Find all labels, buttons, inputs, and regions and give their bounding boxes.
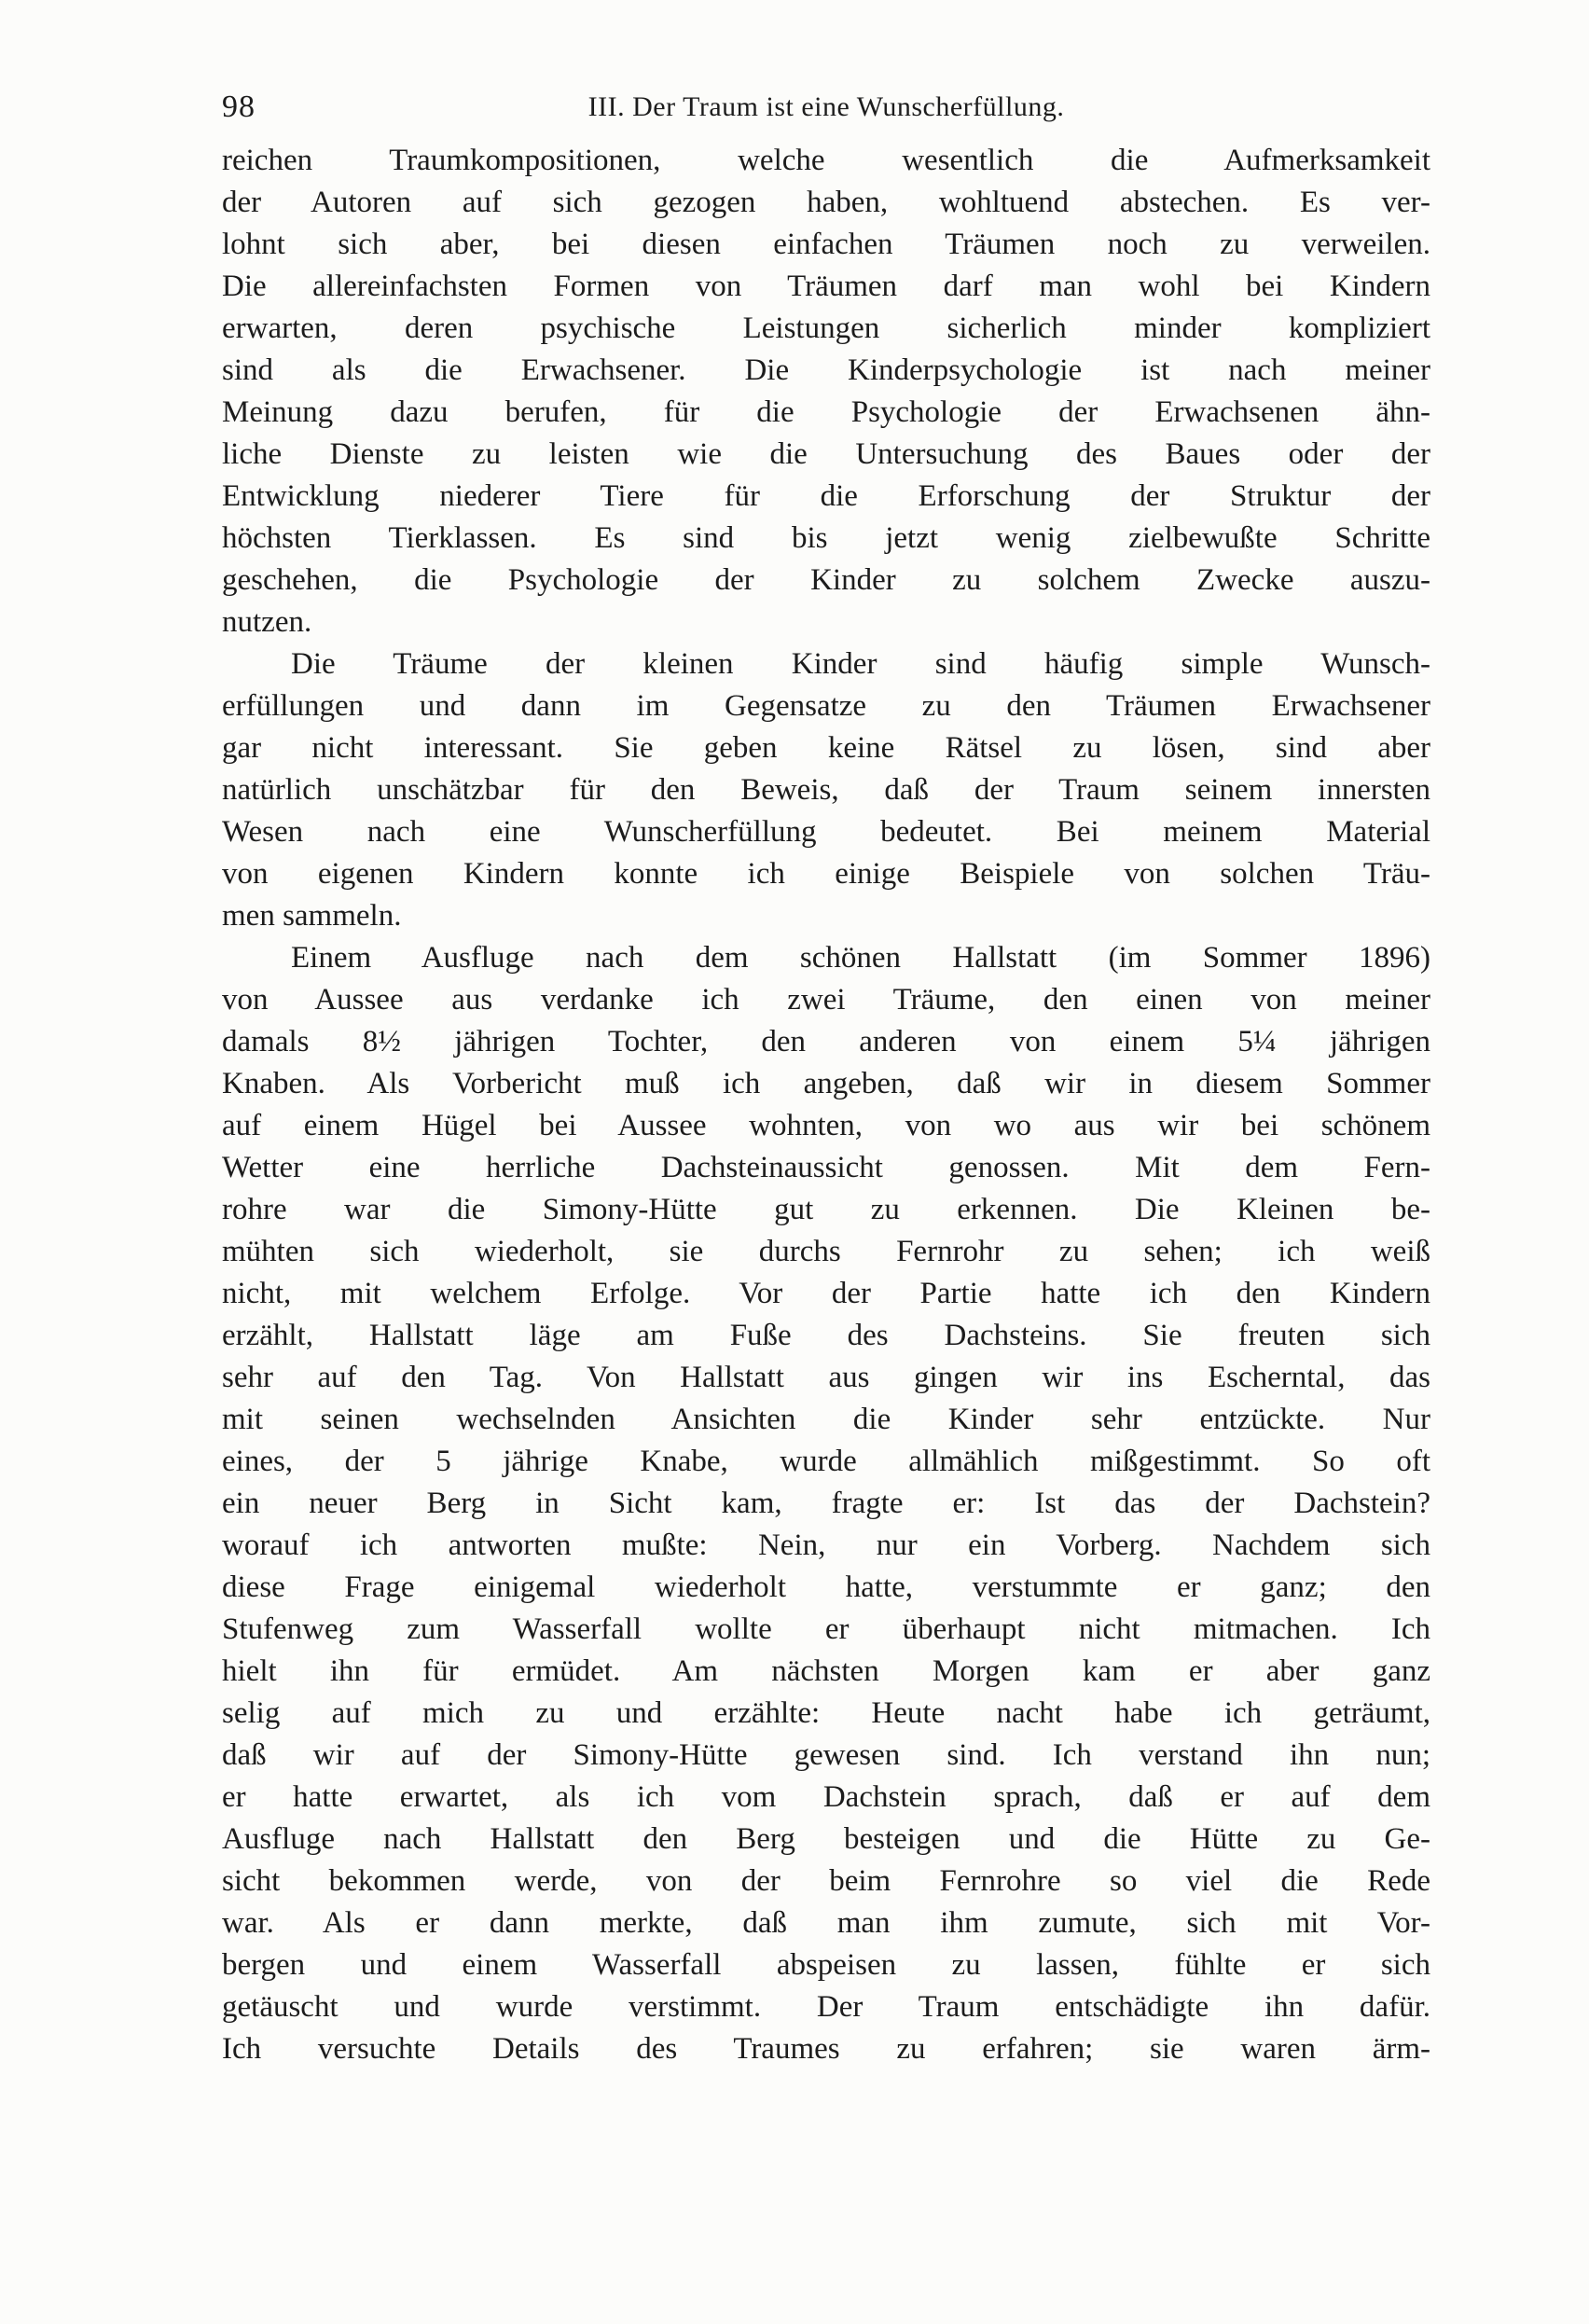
text-line: von eigenen Kindern konnte ich einige Beispiele von solchen Träu- bbox=[222, 857, 1430, 891]
text-line: lohnt sich aber, bei diesen einfachen Träumen noch zu verweilen. bbox=[222, 228, 1430, 261]
text-line: Die Träume der kleinen Kinder sind häufig simple Wunsch- bbox=[291, 647, 1430, 681]
text-line: Knaben. Als Vorbericht muß ich angeben, daß wir in diesem Sommer bbox=[222, 1067, 1430, 1100]
text-line: liche Dienste zu leisten wie die Untersuchung des Baues oder der bbox=[222, 437, 1430, 471]
paragraph bbox=[222, 643, 1430, 937]
text-line: auf einem Hügel bei Aussee wohnten, von wo aus wir bei schönem bbox=[222, 1109, 1430, 1142]
text-line: Wetter eine herrliche Dachsteinaussicht genossen. Mit dem Fern- bbox=[222, 1151, 1430, 1184]
text-line: bergen und einem Wasserfall abspeisen zu lassen, fühlte er sich bbox=[222, 1948, 1430, 1982]
paragraph bbox=[222, 937, 1430, 2070]
text-line: Entwicklung niederer Tiere für die Erforschung der Struktur der bbox=[222, 479, 1430, 513]
text-line: sind als die Erwachsener. Die Kinderpsychologie ist nach meiner bbox=[222, 353, 1430, 387]
text-line: sicht bekommen werde, von der beim Fernrohre so viel die Rede bbox=[222, 1864, 1430, 1898]
paragraph bbox=[222, 140, 1430, 643]
running-header: III. Der Traum ist eine Wunscherfüllung. bbox=[587, 91, 1065, 122]
text-line: hielt ihn für ermüdet. Am nächsten Morgen kam er aber ganz bbox=[222, 1654, 1430, 1688]
text-line: er hatte erwartet, als ich vom Dachstein sprach, daß er auf dem bbox=[222, 1780, 1430, 1814]
page-body bbox=[222, 140, 1430, 2070]
text-line: war. Als er dann merkte, daß man ihm zumute, sich mit Vor- bbox=[222, 1906, 1430, 1940]
text-line: erfüllungen und dann im Gegensatze zu den Träumen Erwachsener bbox=[222, 689, 1430, 723]
text-line: daß wir auf der Simony-Hütte gewesen sind. Ich verstand ihn nun; bbox=[222, 1738, 1430, 1772]
text-line: getäuscht und wurde verstimmt. Der Traum entschädigte ihn dafür. bbox=[222, 1990, 1430, 2024]
text-line: eines, der 5 jährige Knabe, wurde allmählich mißgestimmt. So oft bbox=[222, 1445, 1430, 1478]
text-line: höchsten Tierklassen. Es sind bis jetzt wenig zielbewußte Schritte bbox=[222, 521, 1430, 555]
text-line: Wesen nach eine Wunscherfüllung bedeutet. Bei meinem Material bbox=[222, 815, 1430, 849]
text-line: gar nicht interessant. Sie geben keine Rätsel zu lösen, sind aber bbox=[222, 731, 1430, 765]
text-line: selig auf mich zu und erzählte: Heute nacht habe ich geträumt, bbox=[222, 1696, 1430, 1730]
text-line: erwarten, deren psychische Leistungen sicherlich minder kompliziert bbox=[222, 311, 1430, 345]
text-line: mühten sich wiederholt, sie durchs Fernrohr zu sehen; ich weiß bbox=[222, 1235, 1430, 1268]
text-line: Einem Ausfluge nach dem schönen Hallstatt (im Sommer 1896) bbox=[291, 941, 1430, 975]
text-line: worauf ich antworten mußte: Nein, nur ein Vorberg. Nachdem sich bbox=[222, 1529, 1430, 1562]
text-line: diese Frage einigemal wiederholt hatte, verstummte er ganz; den bbox=[222, 1570, 1430, 1604]
text-line: reichen Traumkompositionen, welche wesentlich die Aufmerksamkeit bbox=[222, 144, 1430, 177]
text-line: von Aussee aus verdanke ich zwei Träume, den einen von meiner bbox=[222, 983, 1430, 1017]
text-line: erzählt, Hallstatt läge am Fuße des Dachsteins. Sie freuten sich bbox=[222, 1319, 1430, 1352]
text-line: Stufenweg zum Wasserfall wollte er überhaupt nicht mitmachen. Ich bbox=[222, 1612, 1430, 1646]
text-line: sehr auf den Tag. Von Hallstatt aus gingen wir ins Escherntal, das bbox=[222, 1361, 1430, 1394]
text-line: ein neuer Berg in Sicht kam, fragte er: Ist das der Dachstein? bbox=[222, 1487, 1430, 1520]
text-line: Ich versuchte Details des Traumes zu erfahren; sie waren ärm- bbox=[222, 2032, 1430, 2066]
text-line: nicht, mit welchem Erfolge. Vor der Partie hatte ich den Kindern bbox=[222, 1277, 1430, 1310]
text-line: Meinung dazu berufen, für die Psychologie der Erwachsenen ähn- bbox=[222, 395, 1430, 429]
text-line: damals 8½ jährigen Tochter, den anderen von einem 5¼ jährigen bbox=[222, 1025, 1430, 1058]
text-line: geschehen, die Psychologie der Kinder zu solchem Zwecke auszu- bbox=[222, 563, 1430, 597]
text-line: men sammeln. bbox=[222, 899, 402, 933]
page-number: 98 bbox=[222, 90, 256, 124]
text-line: Die allereinfachsten Formen von Träumen darf man wohl bei Kindern bbox=[222, 270, 1430, 303]
text-line: rohre war die Simony-Hütte gut zu erkennen. Die Kleinen be- bbox=[222, 1193, 1430, 1226]
page-header bbox=[222, 90, 1430, 134]
text-line: der Autoren auf sich gezogen haben, wohltuend abstechen. Es ver- bbox=[222, 186, 1430, 219]
text-line: nutzen. bbox=[222, 605, 312, 639]
text-line: natürlich unschätzbar für den Beweis, daß der Traum seinem innersten bbox=[222, 773, 1430, 807]
text-line: Ausfluge nach Hallstatt den Berg besteigen und die Hütte zu Ge- bbox=[222, 1822, 1430, 1856]
text-line: mit seinen wechselnden Ansichten die Kinder sehr entzückte. Nur bbox=[222, 1403, 1430, 1436]
